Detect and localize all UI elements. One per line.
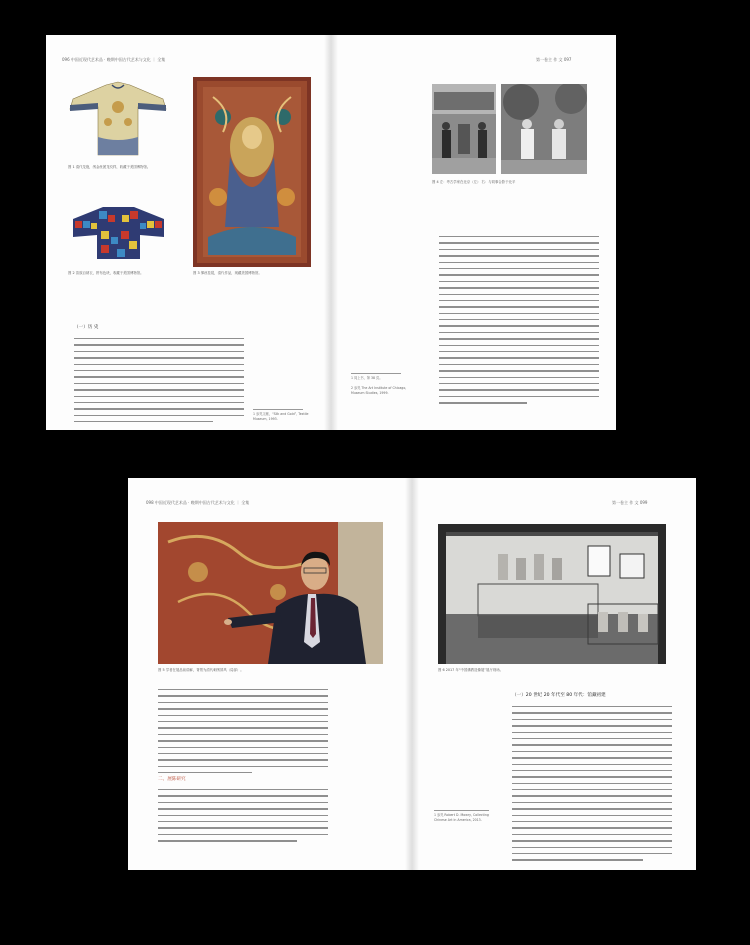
gallery-photo [438, 524, 666, 664]
section-heading-exhibition: 二、展陈研究 [158, 777, 186, 782]
section-heading-period: （一）20 世纪 20 年代至 80 年代：馆藏初建 [512, 693, 606, 698]
archive-photo-left [432, 84, 496, 174]
spine-shadow [405, 478, 419, 870]
top-right-page [331, 35, 616, 430]
bottom-left-page [128, 478, 412, 870]
body-text-left-2 [158, 789, 328, 847]
portrait-photo [158, 522, 383, 664]
running-head: 第一卷主 作 文 099 [612, 500, 648, 505]
bottom-right-page [412, 478, 696, 870]
top-left-page [46, 35, 331, 430]
body-text-left [158, 689, 328, 778]
body-text-right [439, 236, 599, 409]
spine-shadow [324, 35, 338, 430]
jacket-image [71, 201, 166, 263]
footnote-right-1: 1 同上书，第 38 页。 [351, 376, 383, 380]
footnote-right-2: 2 参见 The Art Institute of Chicago, Museum Studies, 1999. [351, 386, 407, 395]
footnote-divider-right [351, 373, 401, 374]
robe-image [68, 77, 168, 159]
portrait-caption: 图 5 学者在展品前讲解，背景为清代刺绣屏风（局部）。 [158, 668, 244, 672]
photos-caption: 图 4 左：考古学家在北京（左） 右：与同事合影于北平 [432, 180, 516, 184]
bottom-spread [128, 478, 696, 870]
footnote-bottom: 1 参见 Robert D. Mowry, Collecting Chinese Art in America, 2013. [434, 813, 489, 822]
jacket-caption: 图 2 苗族百衲衣，拼布色块，收藏于美国博物馆。 [68, 271, 144, 275]
tapestry-caption: 图 3 缂丝挂毯，清代作品，现藏美国博物馆。 [193, 271, 262, 275]
robe-caption: 图 1 清代龙袍，绣金丝团龙纹样，收藏于美国博物馆。 [68, 165, 151, 169]
footnote-divider-bottom [434, 810, 489, 811]
archive-photo-right [501, 84, 587, 174]
footnote-left: 1 参见文献，“Silk and Gold”, Textile Museum, 1993. [253, 412, 309, 421]
top-spread [46, 35, 616, 430]
gallery-caption: 图 6 2017 年“中国佛教造像展”展厅现场。 [438, 668, 504, 672]
body-text-right [512, 706, 672, 866]
body-text-left [74, 338, 244, 427]
running-head: 第一卷主 作 文 097 [536, 57, 572, 62]
running-head: 096 中国近现代艺术品 · 晚期中国古代艺术与文化 ｜ 全集 [62, 57, 166, 62]
section-heading-history: （一）历 史 [74, 325, 99, 330]
running-head: 098 中国近现代艺术品 · 晚期中国古代艺术与文化 ｜ 全集 [146, 500, 250, 505]
tapestry-image [193, 77, 311, 267]
footnote-divider [253, 409, 303, 410]
